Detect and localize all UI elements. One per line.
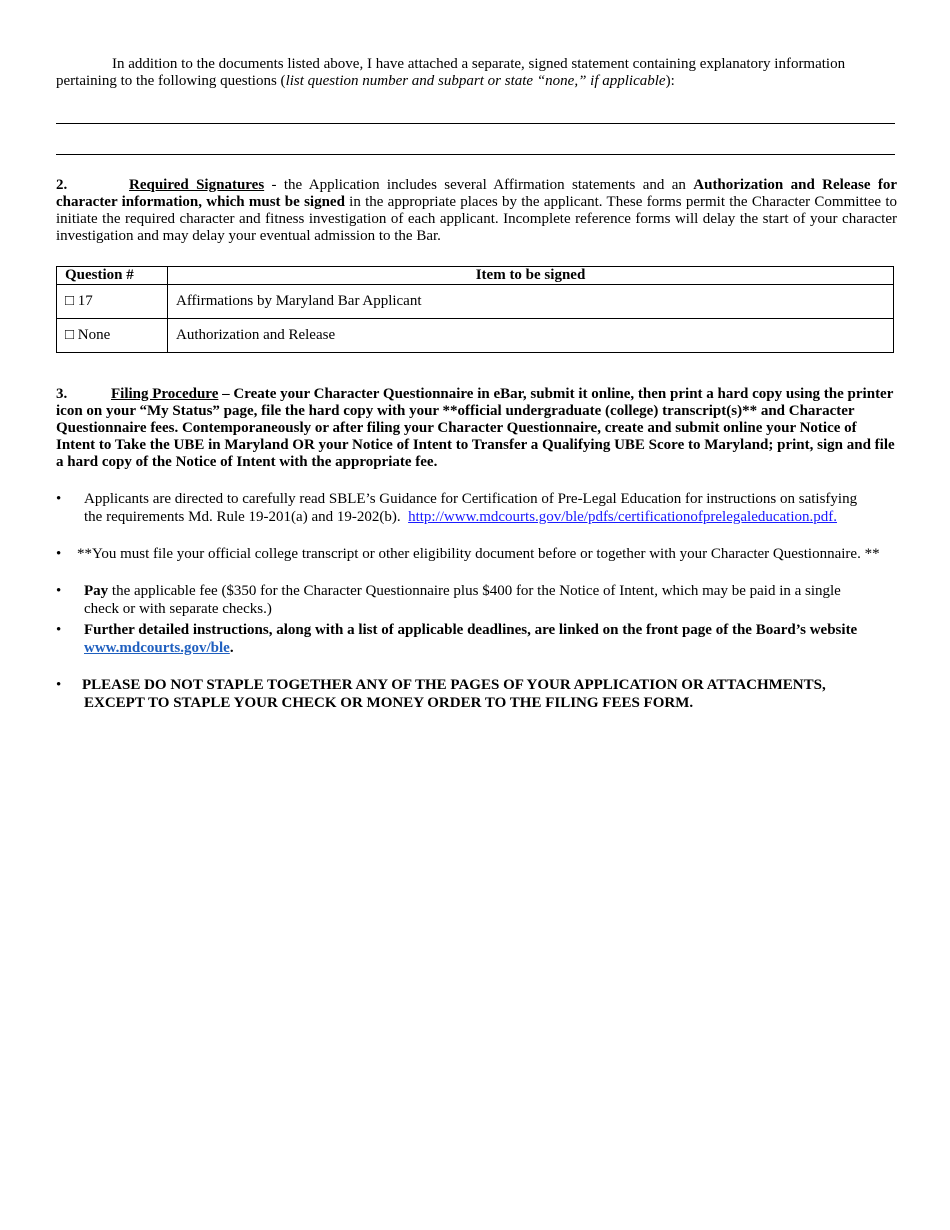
bullet-text: **You must file your official college transcript or other eligibility document before or together with your Character Questionnaire. ** bbox=[77, 546, 880, 562]
section-3-heading: Filing Procedure bbox=[111, 386, 219, 402]
row-question-checkbox[interactable]: □ 17 bbox=[57, 285, 168, 319]
board-website-link[interactable]: www.mdcourts.gov/ble bbox=[84, 640, 230, 656]
col-header-question: Question # bbox=[57, 267, 168, 285]
bullet-text-2: EXCEPT TO STAPLE YOUR CHECK OR MONEY ORDER TO THE FILING FEES FORM. bbox=[84, 695, 694, 711]
prelegal-guidance-link[interactable]: http://www.mdcourts.gov/ble/pdfs/certificationofprelegaleducation.pdf. bbox=[408, 509, 837, 525]
bullet-text: the applicable fee ($350 for the Character Questionnaire plus $400 for the Notice of Intent, which may be paid in a single bbox=[108, 583, 841, 599]
bullet-text: Applicants are directed to carefully read SBLE’s Guidance for Certification of Pre-Legal Education for instructions on satisfying bbox=[84, 491, 858, 507]
col-header-item: Item to be signed bbox=[168, 267, 894, 285]
table-row bbox=[57, 285, 894, 319]
bullet-text-2: check or with separate checks.) bbox=[84, 601, 272, 617]
bullet-text: PLEASE DO NOT STAPLE TOGETHER ANY OF THE PAGES OF YOUR APPLICATION OR ATTACHMENTS, bbox=[82, 677, 826, 693]
intro-italic: list question number and subpart or state “none,” if applicable bbox=[285, 73, 666, 89]
table-row bbox=[57, 319, 894, 353]
section-2-paragraph bbox=[56, 177, 897, 245]
row-item: Affirmations by Maryland Bar Applicant bbox=[168, 285, 894, 319]
table-header-row bbox=[57, 267, 894, 285]
bullet-text: Further detailed instructions, along with a list of applicable deadlines, are linked on the front page of the Board’s website bbox=[84, 622, 858, 638]
bullet-icon: • bbox=[56, 677, 62, 693]
section-2-text-b: in the appropriate places by the applicant. These forms permit the Character Committee to initiate the required character and fitness investigation of each applicant. Incomplete reference forms will delay the start of your character investigation and may delay your eventual admission to the Bar. bbox=[56, 194, 897, 244]
bullet-icon: • bbox=[56, 491, 62, 507]
intro-paragraph bbox=[56, 56, 897, 90]
intro-text: In addition to the documents listed above, I have attached a separate, signed statement containing explanatory information pertaining to the following questions ( bbox=[56, 56, 846, 89]
intro-text-end: ): bbox=[665, 73, 675, 89]
pay-label: Pay bbox=[84, 583, 109, 599]
bullet-text-end: . bbox=[229, 640, 234, 656]
answer-line-2[interactable] bbox=[56, 154, 895, 155]
row-question-checkbox[interactable]: □ None bbox=[57, 319, 168, 353]
section-3-number: 3. bbox=[56, 386, 68, 402]
row-item: Authorization and Release bbox=[168, 319, 894, 353]
bullet-text-2: the requirements Md. Rule 19-201(a) and 19-202(b). bbox=[84, 509, 401, 525]
signature-table bbox=[56, 266, 894, 353]
section-2-bold: Authorization and Release for character information, which must be signed bbox=[56, 177, 898, 210]
bullet-icon: • bbox=[56, 622, 62, 638]
section-2-text-a: - the Application includes several Affirmation statements and an bbox=[264, 177, 694, 193]
bullet-icon: • bbox=[56, 546, 62, 562]
bullet-icon: • bbox=[56, 583, 62, 599]
section-3-paragraph bbox=[56, 386, 897, 471]
answer-line-1[interactable] bbox=[56, 123, 895, 124]
section-2-heading: Required Signatures bbox=[129, 177, 265, 193]
section-2-number: 2. bbox=[56, 177, 68, 193]
section-3-text: – Create your Character Questionnaire in eBar, submit it online, then print a hard copy using the printer icon on your “My Status” page, file the hard copy with your **official undergraduate (college) transcript(s)** and Character Questionnaire fees. Contemporaneously or after filing your Character Questionnaire, create and submit online your Notice of Intent to Take the UBE in Maryland OR your Notice of Intent to Transfer a Qualifying UBE Score to Maryland; print, sign and file a hard copy of the Notice of Intent with the appropriate fee. bbox=[56, 386, 895, 470]
